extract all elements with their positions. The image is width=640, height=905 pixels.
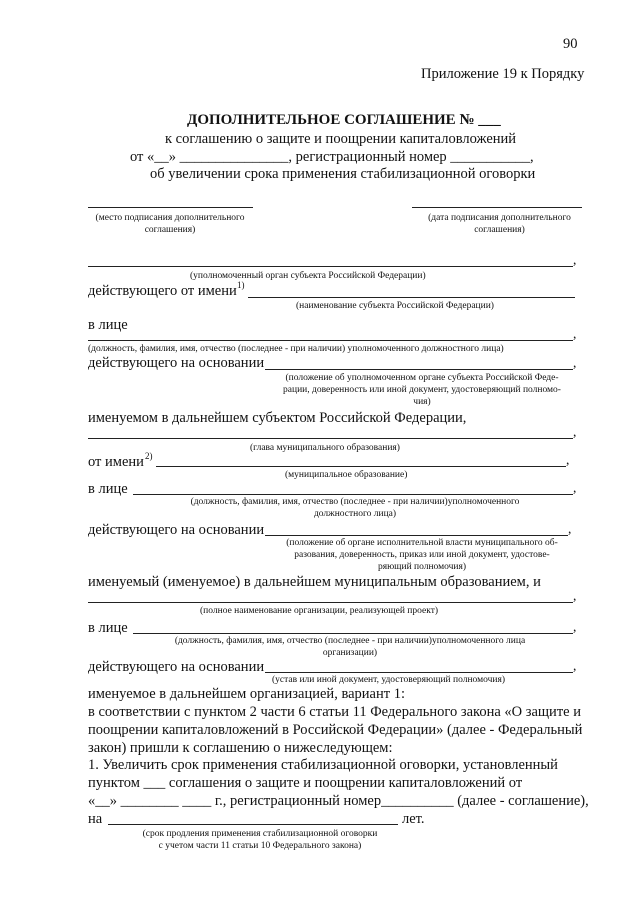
acting-basis-label: действующего на основании xyxy=(88,355,265,371)
item-1-line-4-start: на xyxy=(88,811,103,827)
in-person-label-2: в лице xyxy=(88,481,128,497)
position2-line xyxy=(133,494,573,495)
caption-subject-name: (наименование субъекта Российской Федерации) xyxy=(296,301,494,311)
caption-exec xyxy=(262,537,582,573)
acting-basis-label-3: действующего на основании xyxy=(88,659,265,675)
caption-regulation xyxy=(262,372,582,408)
comma: , xyxy=(573,252,577,267)
caption-regulation-l1: (положение об уполномоченном органе субъекта Российской Феде- xyxy=(285,373,559,383)
paragraph-1-line-2: поощрении капиталовложений в Российской Федерации» (далее - Федеральный xyxy=(88,722,583,738)
acting-on-behalf-label: действующего от имени xyxy=(88,283,237,299)
acting-basis-label-2: действующего на основании xyxy=(88,522,265,538)
subtitle-line-1: к соглашению о защите и поощрении капиталовложений xyxy=(165,131,517,147)
caption-date xyxy=(412,212,587,236)
position1-line xyxy=(88,340,573,341)
authorized-body-line xyxy=(88,266,573,267)
caption-exec-l3: ряющий полномочия) xyxy=(377,562,467,572)
comma: , xyxy=(573,424,577,439)
page-number: 90 xyxy=(563,36,578,52)
basis2-line xyxy=(265,535,568,536)
date-line xyxy=(412,207,582,208)
basis3-line xyxy=(265,672,573,673)
head-mun-line xyxy=(88,438,573,439)
term-line xyxy=(108,824,398,825)
paragraph-1-line-1: в соответствии с пунктом 2 части 6 статьи 11 Федерального закона «О защите и xyxy=(88,704,581,720)
subtitle-line-3: об увеличении срока применения стабилизационной оговорки xyxy=(150,166,536,182)
item-1-line-3: «__» ________ ____ г., регистрационный номер__________ (далее - соглашение), xyxy=(88,793,589,809)
org-line xyxy=(88,602,573,603)
caption-position2-l2: должностного лица) xyxy=(313,509,397,519)
item-1-line-1: 1. Увеличить срок применения стабилизационной оговорки, установленный xyxy=(88,757,558,773)
position3-line xyxy=(133,633,573,634)
caption-exec-l1: (положение об органе исполнительной власти муниципального об- xyxy=(286,538,558,548)
caption-regulation-l2: рации, доверенность или иной документ, удостоверяющий полномо- xyxy=(283,385,561,395)
hereinafter-org: именуемое в дальнейшем организацией, вариант 1: xyxy=(88,686,405,702)
caption-exec-l2: разования, доверенность, приказ или иной документ, удостове- xyxy=(294,550,550,560)
footnote-2: 2) xyxy=(145,451,153,461)
in-person-label: в лице xyxy=(88,317,128,333)
on-behalf-label: от имени xyxy=(88,454,144,470)
caption-mun: (муниципальное образование) xyxy=(285,470,408,480)
caption-date-l1: (дата подписания дополнительного xyxy=(428,213,571,223)
subtitle-line-2: от «__» _______________, регистрационный номер ___________, xyxy=(130,149,534,165)
appendix-label: Приложение 19 к Порядку xyxy=(421,66,585,82)
caption-date-l2: соглашения) xyxy=(474,225,525,235)
caption-position3-l1: (должность, фамилия, имя, отчество (последнее - при наличии)уполномоченного лица xyxy=(174,636,526,646)
footnote-1: 1) xyxy=(237,280,245,290)
comma: , xyxy=(573,588,577,603)
comma: , xyxy=(573,619,577,634)
caption-place xyxy=(90,212,250,236)
caption-position1: (должность, фамилия, имя, отчество (последнее - при наличии) уполномоченного должностного лица) xyxy=(88,344,504,354)
caption-head-mun: (глава муниципального образования) xyxy=(250,443,400,453)
comma: , xyxy=(573,658,577,673)
item-1-line-4-end: лет. xyxy=(402,811,425,827)
caption-org: (полное наименование организации, реализующей проект) xyxy=(200,606,439,616)
comma: , xyxy=(573,326,577,341)
in-person-label-3: в лице xyxy=(88,620,128,636)
item-1-line-2: пунктом ___ соглашения о защите и поощрении капиталовложений от xyxy=(88,775,523,791)
comma: , xyxy=(566,452,570,467)
subject-name-line xyxy=(248,297,575,298)
caption-position3 xyxy=(140,635,560,659)
document-title: ДОПОЛНИТЕЛЬНОЕ СОГЛАШЕНИЕ № ___ xyxy=(187,112,501,128)
caption-charter: (устав или иной документ, удостоверяющий полномочия) xyxy=(272,675,506,685)
hereinafter-mun: именуемый (именуемое) в дальнейшем муниципальным образованием, и xyxy=(88,574,541,590)
comma: , xyxy=(568,521,572,536)
caption-position3-l2: организации) xyxy=(322,648,378,658)
paragraph-1-line-3: закон) пришли к соглашению о нижеследующем: xyxy=(88,740,393,756)
caption-term-l2: с учетом части 11 статьи 10 Федерального закона) xyxy=(158,841,362,851)
caption-place-l2: соглашения) xyxy=(144,225,196,235)
caption-term xyxy=(110,828,410,852)
comma: , xyxy=(573,480,577,495)
caption-regulation-l3: чия) xyxy=(413,397,431,407)
caption-position2-l1: (должность, фамилия, имя, отчество (последнее - при наличии)уполномоченного xyxy=(190,497,520,507)
caption-position2 xyxy=(165,496,545,520)
hereinafter-subject: именуемом в дальнейшем субъектом Российской Федерации, xyxy=(88,410,467,426)
caption-place-l1: (место подписания дополнительного xyxy=(95,213,245,223)
comma: , xyxy=(573,355,577,370)
caption-term-l1: (срок продления применения стабилизационной оговорки xyxy=(142,829,378,839)
basis1-line xyxy=(265,369,573,370)
caption-authorized-body: (уполномоченный орган субъекта Российской Федерации) xyxy=(190,271,426,281)
place-line xyxy=(88,207,253,208)
mun-line xyxy=(156,466,566,467)
